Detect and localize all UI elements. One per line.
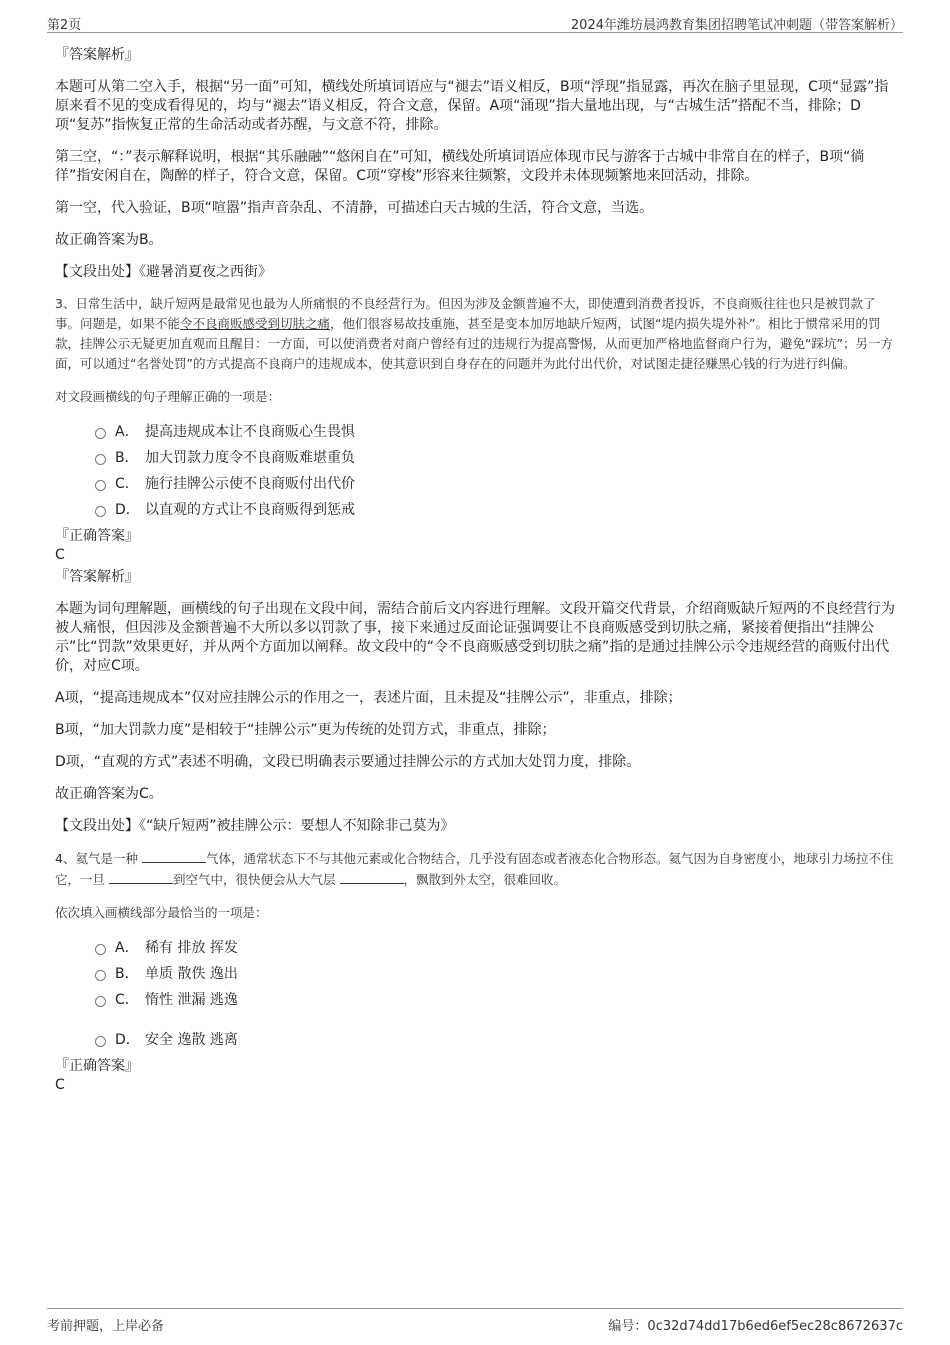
q2-analysis-para2: 第三空，“：”表示解释说明，根据“其乐融融”“悠闲自在”可知，横线处所填词语应体现市民与游客于古城中非常自在的样子，B项“徜徉”指安闲自在，陶醉的样子，符合文意，保留。C项“穿梭”形容来往频繁，文段并未体现频繁地来回活动，排除。 bbox=[55, 149, 865, 184]
radio-icon[interactable] bbox=[95, 428, 106, 439]
q2-conclusion: 故正确答案为B。 bbox=[55, 232, 163, 248]
q3-analysis-para4: D项，“直观的方式”表述不明确，文段已明确表示要通过挂牌公示的方式加大处罚力度，排除。 bbox=[55, 754, 641, 770]
radio-icon[interactable] bbox=[95, 454, 106, 465]
q3-analysis-para2: A项，“提高违规成本”仅对应挂牌公示的作用之一，表述片面，且未提及“挂牌公示”，非重点，排除； bbox=[55, 690, 682, 706]
page-footer bbox=[47, 1308, 903, 1337]
q3-source: 【文段出处】《“缺斤短两”被挂牌公示：要想人不知除非己莫为》 bbox=[55, 818, 455, 834]
q3-option-c[interactable]: C． 施行挂牌公示使不良商贩付出代价 bbox=[95, 471, 895, 497]
page-content bbox=[55, 46, 895, 1095]
q4-prompt: 依次填入画横线部分最恰当的一项是： bbox=[55, 904, 268, 920]
q4-option-c[interactable]: C． 惰性 泄漏 逃逸 bbox=[95, 987, 895, 1013]
radio-icon[interactable] bbox=[95, 1036, 106, 1047]
radio-icon[interactable] bbox=[95, 506, 106, 517]
radio-icon[interactable] bbox=[95, 480, 106, 491]
q4-options bbox=[55, 935, 895, 1053]
footer-slogan: 考前押题，上岸必备 bbox=[47, 1319, 165, 1334]
q3-answer: C bbox=[55, 547, 65, 563]
q3-analysis-para1: 本题为词句理解题，画横线的句子出现在文段中间，需结合前后文内容进行理解。文段开篇交代背景，介绍商贩缺斤短两的不良经营行为被人痛恨，但因涉及金额普遍不大所以多以罚款了事，接下来通过反面论证强调要让不良商贩感受到切肤之痛，紧接着便指出“挂牌公示”比“罚款”效果更好，并从两个方面加以阐释。故文段中的“令不良商贩感受到切肤之痛”指的是通过挂牌公示令违规经营的商贩付出代价，对应C项。 bbox=[55, 601, 895, 674]
q2-analysis-label: 『答案解析』 bbox=[55, 47, 139, 63]
q2-analysis-para1: 本题可从第二空入手，根据“另一面”可知，横线处所填词语应与“褪去”语义相反，B项“浮现”指显露，再次在脑子里显现，C项“显露”指原来看不见的变成看得见的，均与“褪去”语义相反，符合文意，保留。A项“涌现”指大量地出现，与“古城生活”搭配不当，排除；D项“复苏”指恢复正常的生命活动或者苏醒，与文意不符，排除。 bbox=[55, 79, 889, 133]
q3-answer-label: 『正确答案』 bbox=[55, 528, 139, 544]
q4-option-a[interactable]: A． 稀有 排放 挥发 bbox=[95, 935, 895, 961]
q4-answer-label: 『正确答案』 bbox=[55, 1058, 139, 1074]
q3-option-b[interactable]: B． 加大罚款力度令不良商贩难堪重负 bbox=[95, 445, 895, 471]
q4-stem: 4、氦气是一种 气体，通常状态下不与其他元素或化合物结合，几乎没有固态或者液态化合物形态。氦气因为自身密度小，地球引力场拉不住它，一旦 到空气中，很快便会从大气层 ，飘散到外太空，很难回收。 bbox=[55, 848, 895, 890]
q3-analysis-label: 『答案解析』 bbox=[55, 569, 139, 585]
q2-analysis-para3: 第一空，代入验证，B项“喧嚣”指声音杂乱、不清静，可描述白天古城的生活，符合文意，当选。 bbox=[55, 200, 654, 216]
document-id: 编号：0c32d74dd17b6ed6ef5ec28c8672637c bbox=[608, 1319, 903, 1334]
fill-blank bbox=[340, 869, 404, 884]
page-number: 第2页 bbox=[47, 18, 82, 33]
q3-analysis-para3: B项，“加大罚款力度”是相较于“挂牌公示”更为传统的处罚方式，非重点，排除； bbox=[55, 722, 556, 738]
q3-prompt: 对文段画横线的句子理解正确的一项是： bbox=[55, 388, 281, 404]
q3-conclusion: 故正确答案为C。 bbox=[55, 786, 163, 802]
q3-options bbox=[55, 419, 895, 523]
q4-option-b[interactable]: B． 单质 散佚 逸出 bbox=[95, 961, 895, 987]
page-header bbox=[47, 10, 903, 33]
fill-blank bbox=[142, 848, 206, 863]
q3-option-d[interactable]: D． 以直观的方式让不良商贩得到惩戒 bbox=[95, 497, 895, 523]
document-title: 2024年潍坊晨鸿教育集团招聘笔试冲刺题（带答案解析） bbox=[570, 18, 903, 33]
fill-blank bbox=[109, 869, 173, 884]
q4-option-d[interactable]: D． 安全 逸散 逃离 bbox=[95, 1027, 895, 1053]
q3-underlined-sentence: 令不良商贩感受到切肤之痛 bbox=[180, 316, 331, 331]
q4-answer: C bbox=[55, 1077, 65, 1093]
radio-icon[interactable] bbox=[95, 944, 106, 955]
q3-option-a[interactable]: A． 提高违规成本让不良商贩心生畏惧 bbox=[95, 419, 895, 445]
radio-icon[interactable] bbox=[95, 996, 106, 1007]
radio-icon[interactable] bbox=[95, 970, 106, 981]
q3-stem: 3、日常生活中，缺斤短两是最常见也最为人所痛恨的不良经营行为。但因为涉及金额普遍不大，即使遭到消费者投诉，不良商贩往往也只是被罚款了事。问题是，如果不能令不良商贩感受到切肤之痛，他们很容易故技重施，甚至是变本加厉地缺斤短两，试图“堤内损失堤外补”。相比于惯常采用的罚款，挂牌公示无疑更加直观而且醒目：一方面，可以使消费者对商户曾经有过的违规行为提高警惕，从而更加严格地监督商户行为，避免“踩坑”；另一方面，可以通过“名誉处罚”的方式提高不良商户的违规成本，使其意识到自身存在的问题并为此付出代价，对试图走捷径赚黑心钱的行为进行纠偏。 bbox=[55, 296, 893, 371]
q2-source: 【文段出处】《避暑消夏夜之西街》 bbox=[55, 264, 272, 280]
